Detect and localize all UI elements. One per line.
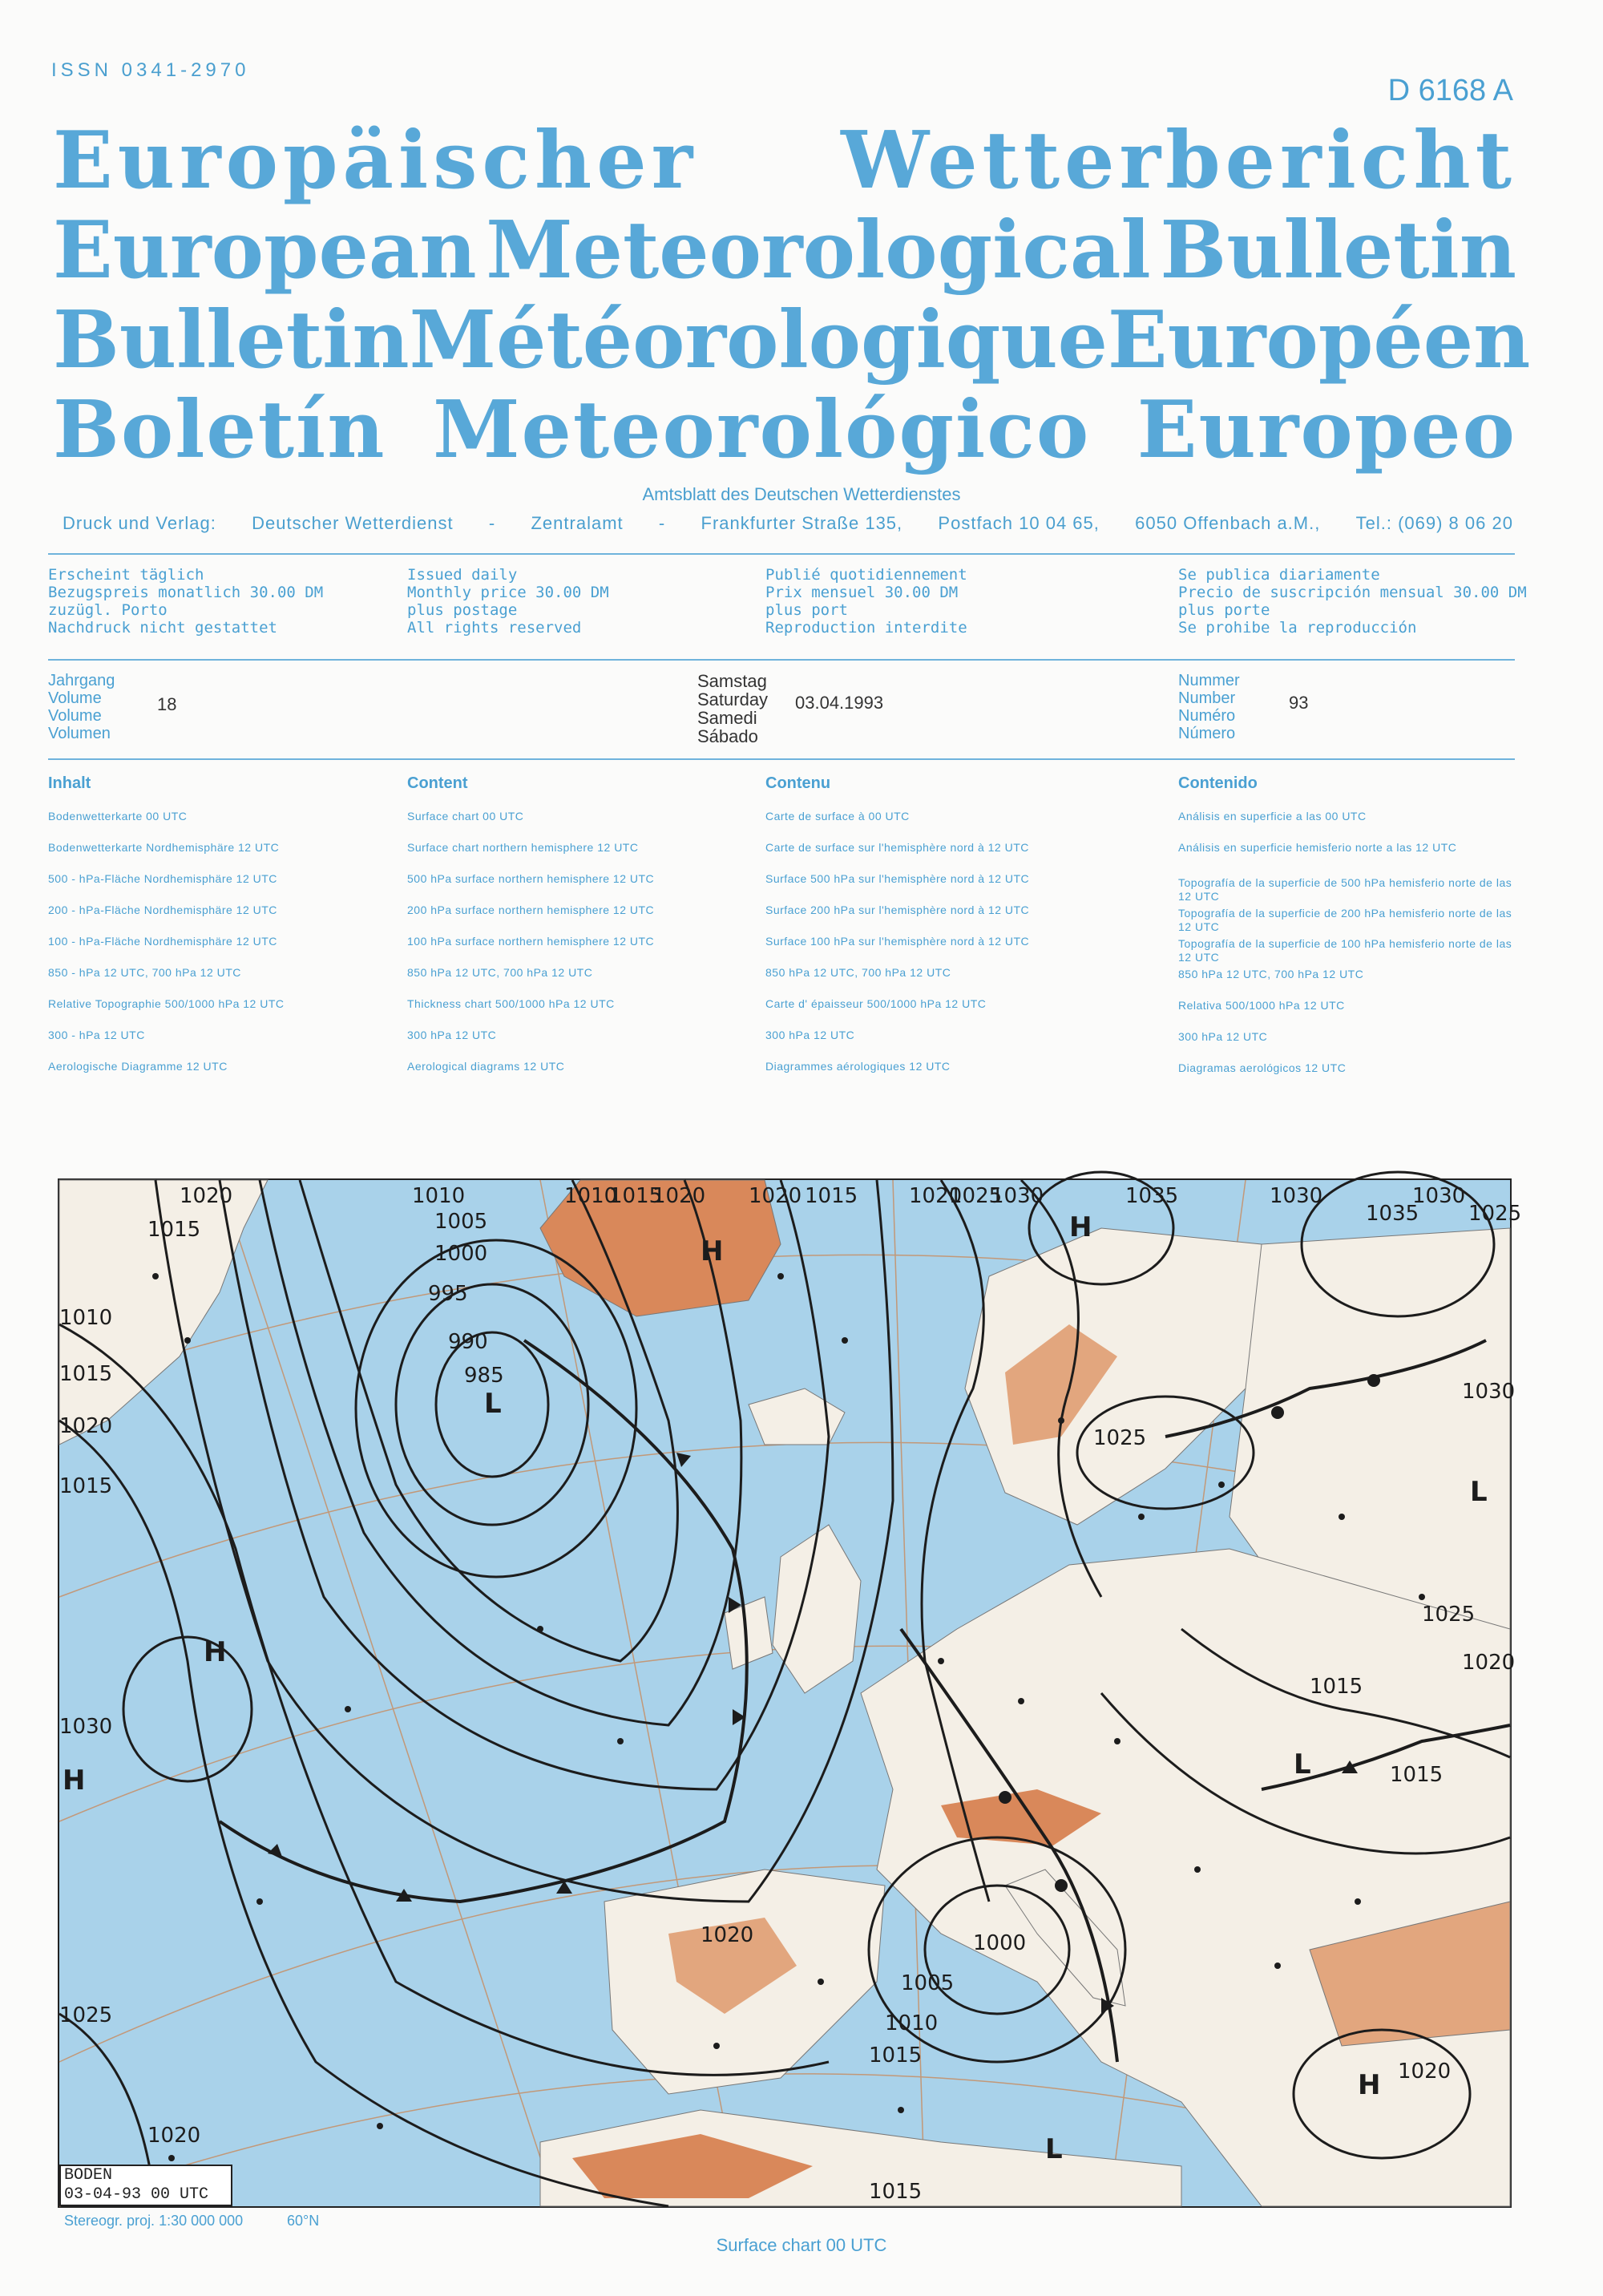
high-pressure-center: H <box>63 1764 86 1797</box>
isobar-label: 1025 <box>949 1184 1003 1208</box>
isobar-label: 1020 <box>701 1923 754 1947</box>
contents-item: 850 hPa 12 UTC, 700 hPa 12 UTC <box>1178 968 1364 980</box>
high-pressure-center: H <box>1069 1211 1092 1243</box>
isobar-label: 1035 <box>1366 1202 1419 1226</box>
title-word: Wetterbericht <box>841 115 1516 207</box>
issue-number: 93 <box>1289 693 1309 713</box>
contents-item: Diagramas aerológicos 12 UTC <box>1178 1061 1347 1074</box>
isobar-label: 1020 <box>147 2124 201 2148</box>
title-english <box>53 204 1516 297</box>
number-labels: Nummer Number Numéro Número <box>1178 672 1240 742</box>
isobar-label: 1000 <box>973 1931 1027 1955</box>
contents-item: Surface chart northern hemisphere 12 UTC <box>407 841 639 854</box>
high-pressure-center: H <box>204 1636 227 1668</box>
publisher-part: - <box>488 513 496 533</box>
contents-item: Surface chart 00 UTC <box>407 810 524 823</box>
title-word: European <box>53 204 477 297</box>
isobar-label: 1020 <box>1398 2060 1452 2084</box>
contents-item: Análisis en superficie a las 00 UTC <box>1178 810 1367 823</box>
low-pressure-center: L <box>1045 2133 1063 2165</box>
contents-item: 500 hPa surface northern hemisphere 12 UTC <box>407 872 655 885</box>
isobar-label: 1015 <box>869 2180 923 2204</box>
high-pressure-center: H <box>701 1235 724 1267</box>
contents-item: Aerologische Diagramme 12 UTC <box>48 1060 228 1073</box>
isobar-label: 1015 <box>1310 1675 1363 1699</box>
issn-number: ISSN 0341-2970 <box>51 59 250 81</box>
title-word: Européen <box>1107 294 1531 386</box>
isobar-label: 1015 <box>1390 1763 1444 1787</box>
contents-item: Topografía de la superficie de 200 hPa hemisferio norte de las 12 UTC <box>1178 907 1512 933</box>
weekday-labels: Samstag Saturday Samedi Sábado <box>697 671 769 746</box>
chart-stamp: BODEN 03-04-93 00 UTC <box>59 2165 232 2206</box>
isobar-label: 1010 <box>59 1306 113 1330</box>
contents-item: Bodenwetterkarte 00 UTC <box>48 810 188 823</box>
publisher-part: Druck und Verlag: <box>63 513 216 533</box>
isobar-label: 1005 <box>901 1971 955 1995</box>
isobar-label: 1025 <box>1422 1603 1476 1627</box>
title-word: Bulletin <box>1160 204 1516 297</box>
contents-item: Análisis en superficie hemisferio norte a las 12 UTC <box>1178 841 1457 854</box>
contents-item: Surface 200 hPa sur l'hemisphère nord à 12 UTC <box>765 903 1030 916</box>
isobar-label: 1020 <box>180 1184 233 1208</box>
title-word: Bulletin <box>53 294 410 386</box>
subscription-german: Erscheint täglich Bezugspreis monatlich 30.00 DM zuzügl. Porto Nachdruck nicht gestattet <box>48 566 324 637</box>
isobar-label: 1015 <box>147 1218 201 1242</box>
map-caption: Surface chart 00 UTC <box>716 2235 887 2255</box>
isobar-label: 1020 <box>749 1184 802 1208</box>
isobar-label: 1025 <box>1093 1426 1147 1450</box>
title-word: Boletín <box>53 384 386 476</box>
contents-item: 100 - hPa-Fläche Nordhemisphäre 12 UTC <box>48 935 277 948</box>
contents-heading-spanish: Contenido <box>1178 774 1258 792</box>
isobar-label: 1020 <box>1462 1651 1516 1675</box>
contents-item: Relative Topographie 500/1000 hPa 12 UTC <box>48 997 285 1010</box>
isobar-label: 1015 <box>609 1184 663 1208</box>
volume-value: 18 <box>157 694 177 714</box>
title-word: Europäischer <box>53 115 698 207</box>
contents-item: 300 hPa 12 UTC <box>1178 1030 1268 1043</box>
publisher-part: Zentralamt <box>531 513 624 533</box>
contents-item: 200 hPa surface northern hemisphere 12 UTC <box>407 903 655 916</box>
high-pressure-center: H <box>1358 2069 1381 2101</box>
low-pressure-center: L <box>1294 1748 1311 1781</box>
isobar-label: 1030 <box>1462 1380 1516 1404</box>
isobar-label: 1015 <box>805 1184 858 1208</box>
title-french <box>53 294 1531 386</box>
divider <box>48 659 1515 661</box>
title-german <box>53 117 1516 205</box>
isobar-label: 1030 <box>1270 1184 1323 1208</box>
divider <box>48 758 1515 760</box>
contents-item: Thickness chart 500/1000 hPa 12 UTC <box>407 997 615 1010</box>
contents-item: 300 hPa 12 UTC <box>407 1029 497 1041</box>
contents-item: 850 hPa 12 UTC, 700 hPa 12 UTC <box>765 966 951 979</box>
contents-item: Carte de surface sur l'hemisphère nord à 12 UTC <box>765 841 1029 854</box>
contents-item: 300 hPa 12 UTC <box>765 1029 855 1041</box>
isobar-label: 1020 <box>652 1184 706 1208</box>
title-word: Meteorológico <box>433 384 1091 476</box>
publisher-line <box>63 513 1513 534</box>
isobar-label: 1030 <box>59 1715 113 1739</box>
isobar-label: 1030 <box>991 1184 1044 1208</box>
map-canvas <box>59 1180 1522 2206</box>
isobar-label: 1025 <box>1468 1202 1522 1226</box>
official-gazette-line: Amtsblatt des Deutschen Wetterdienstes <box>642 484 961 504</box>
divider <box>48 553 1515 555</box>
isobar-label: 1035 <box>1125 1184 1179 1208</box>
volume-labels: Jahrgang Volume Volume Volumen <box>48 672 115 742</box>
contents-item: 850 - hPa 12 UTC, 700 hPa 12 UTC <box>48 966 241 979</box>
contents-item: Relativa 500/1000 hPa 12 UTC <box>1178 999 1345 1012</box>
title-word: Météorologique <box>409 294 1108 386</box>
contents-item: 100 hPa surface northern hemisphere 12 UTC <box>407 935 655 948</box>
publisher-part: - <box>658 513 666 533</box>
contents-heading-english: Content <box>407 774 468 792</box>
contents-item: Surface 100 hPa sur l'hemisphère nord à 12 UTC <box>765 935 1030 948</box>
contents-item: 200 - hPa-Fläche Nordhemisphäre 12 UTC <box>48 903 277 916</box>
surface-weather-map <box>58 1178 1522 2208</box>
contents-item: 850 hPa 12 UTC, 700 hPa 12 UTC <box>407 966 593 979</box>
low-pressure-center: L <box>1470 1476 1488 1508</box>
contents-item: Surface 500 hPa sur l'hemisphère nord à 12 UTC <box>765 872 1030 885</box>
title-spanish <box>53 386 1516 475</box>
isobar-label: 1025 <box>59 2003 113 2027</box>
isobar-label: 1010 <box>564 1184 618 1208</box>
contents-item: Diagrammes aérologiques 12 UTC <box>765 1060 951 1073</box>
isobar-label: 1015 <box>59 1474 113 1498</box>
publisher-part: 6050 Offenbach a.M., <box>1135 513 1321 533</box>
contents-item: Carte de surface à 00 UTC <box>765 810 910 823</box>
contents-item: Aerological diagrams 12 UTC <box>407 1060 565 1073</box>
isobar-label: 1005 <box>434 1210 488 1234</box>
isobar-label: 1015 <box>869 2043 923 2068</box>
subscription-french: Publié quotidiennement Prix mensuel 30.00 DM plus port Reproduction interdite <box>765 566 967 637</box>
subscription-spanish: Se publica diariamente Precio de suscripción mensual 30.00 DM plus porte Se prohibe la reproducción <box>1178 566 1527 637</box>
publisher-part: Deutscher Wetterdienst <box>252 513 454 533</box>
low-pressure-center: L <box>484 1388 502 1420</box>
isobar-label: 985 <box>464 1364 504 1388</box>
subscription-english: Issued daily Monthly price 30.00 DM plus postage All rights reserved <box>407 566 609 637</box>
document-code: D 6168 A <box>1387 74 1513 107</box>
publisher-part: Tel.: (069) 8 06 20 <box>1355 513 1513 533</box>
projection-note: Stereogr. proj. 1:30 000 000 <box>64 2213 244 2229</box>
isobar-label: 995 <box>428 1282 468 1306</box>
contents-heading-french: Contenu <box>765 774 831 792</box>
contents-item: 500 - hPa-Fläche Nordhemisphäre 12 UTC <box>48 872 277 885</box>
contents-item: Topografía de la superficie de 100 hPa hemisferio norte de las 12 UTC <box>1178 937 1512 964</box>
isobar-label: 1020 <box>909 1184 963 1208</box>
isobar-label: 1010 <box>412 1184 466 1208</box>
contents-heading-german: Inhalt <box>48 774 91 792</box>
title-word: Europeo <box>1137 384 1516 476</box>
publisher-part: Postfach 10 04 65, <box>938 513 1100 533</box>
contents-item: Carte d' épaisseur 500/1000 hPa 12 UTC <box>765 997 987 1010</box>
contents-item: 300 - hPa 12 UTC <box>48 1029 145 1041</box>
contents-item: Bodenwetterkarte Nordhemisphäre 12 UTC <box>48 841 280 854</box>
isobar-label: 1000 <box>434 1242 488 1266</box>
isobar-label: 1030 <box>1412 1184 1466 1208</box>
issue-date: 03.04.1993 <box>795 693 884 713</box>
contents-item: Topografía de la superficie de 500 hPa hemisferio norte de las 12 UTC <box>1178 876 1512 903</box>
isobar-label: 1010 <box>885 2011 939 2035</box>
isobar-label: 990 <box>448 1330 488 1354</box>
title-word: Meteorological <box>486 204 1151 297</box>
isobar-label: 1015 <box>59 1362 113 1386</box>
publisher-part: Frankfurter Straße 135, <box>701 513 903 533</box>
isobar-label: 1020 <box>59 1414 113 1438</box>
standard-latitude: 60°N <box>287 2213 320 2229</box>
